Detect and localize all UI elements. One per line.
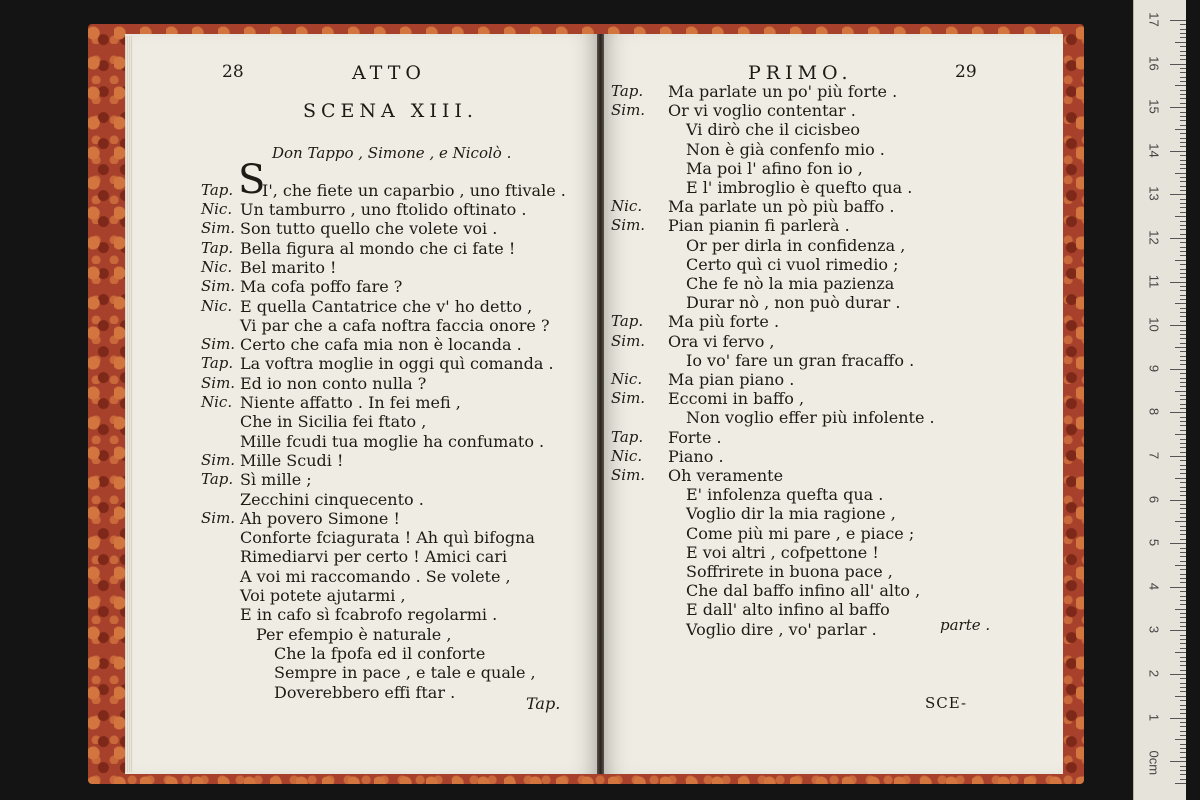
ruler-tick <box>1180 473 1186 474</box>
ruler-tick <box>1180 351 1186 352</box>
verse-line: Ah povero Simone ! <box>240 508 400 528</box>
verse-line: Oh veramente <box>668 466 784 485</box>
ruler-tick <box>1180 255 1186 256</box>
ruler-tick <box>1180 356 1186 357</box>
ruler-tick <box>1170 718 1186 719</box>
ruler-label: 10 <box>1146 317 1162 332</box>
ruler-tick <box>1180 330 1186 331</box>
ruler-tick <box>1180 138 1186 139</box>
scene-title: SCENA XIII. <box>303 100 478 122</box>
ruler-tick <box>1180 142 1186 143</box>
verse-line: E dall' alto infino al baffo <box>686 600 890 620</box>
ruler-tick <box>1175 696 1186 697</box>
verse-line: Che dal baffo infino all' alto , <box>686 581 921 601</box>
ruler-tick <box>1180 269 1186 270</box>
verse-line: Son tutto quello che volete voi . <box>240 219 498 239</box>
ruler-label: 1 <box>1146 713 1162 721</box>
ruler-tick <box>1180 678 1186 679</box>
ruler-tick <box>1180 548 1186 549</box>
ruler-tick <box>1180 373 1186 374</box>
ruler-tick <box>1175 173 1186 174</box>
ruler-tick <box>1180 726 1186 727</box>
ruler-tick <box>1180 207 1186 208</box>
ruler-tick <box>1180 661 1186 662</box>
right-page-number: 29 <box>955 62 977 82</box>
ruler-tick <box>1180 469 1186 470</box>
speaker-label: Tap. <box>201 470 234 489</box>
ruler-tick <box>1180 417 1186 418</box>
verse-line: La voftra moglie in oggi quì comanda . <box>240 354 554 374</box>
ruler-tick <box>1180 81 1186 82</box>
ruler-tick <box>1180 495 1186 496</box>
ruler-tick <box>1180 364 1186 365</box>
verse-line: Non voglio effer più infolente . <box>686 408 935 428</box>
ruler-tick <box>1175 391 1186 392</box>
ruler-tick <box>1180 526 1186 527</box>
ruler-tick <box>1180 177 1186 178</box>
speaker-label: Nic. <box>201 296 233 315</box>
ruler-tick <box>1180 508 1186 509</box>
ruler-tick <box>1180 247 1186 248</box>
verse-line: Mille Scudi ! <box>240 450 344 470</box>
drop-cap: S <box>238 157 266 203</box>
ruler-tick <box>1180 116 1186 117</box>
ruler-tick <box>1175 260 1186 261</box>
verse-line: Doverebbero effi ftar . <box>274 682 456 702</box>
ruler-tick <box>1180 308 1186 309</box>
ruler-tick <box>1180 112 1186 113</box>
ruler-tick <box>1180 683 1186 684</box>
ruler-label: 4 <box>1146 582 1162 590</box>
verse-line: E in cafo sì fcabrofo regolarmi . <box>240 605 498 625</box>
ruler-tick <box>1170 151 1186 152</box>
ruler-tick <box>1180 735 1186 736</box>
left-running-head: ATTO <box>352 62 426 84</box>
ruler-label: 17 <box>1146 12 1162 27</box>
verse-line: Eccomi in baffo , <box>668 389 805 409</box>
speaker-label: Tap. <box>201 354 234 373</box>
ruler-tick <box>1180 72 1186 73</box>
ruler-tick <box>1180 77 1186 78</box>
ruler-tick <box>1180 491 1186 492</box>
ruler-tick <box>1180 146 1186 147</box>
left-page-number: 28 <box>222 62 244 82</box>
speaker-label: Nic. <box>611 197 643 216</box>
ruler-tick <box>1175 652 1186 653</box>
first-line-text: I', che fiete un caparbio , uno ftivale . <box>262 181 566 200</box>
ruler-tick <box>1180 569 1186 570</box>
ruler-tick <box>1180 687 1186 688</box>
ruler-tick <box>1175 42 1186 43</box>
verse-line: Certo quì ci vuol rimedio ; <box>686 254 899 274</box>
ruler-tick <box>1170 194 1186 195</box>
ruler-tick <box>1180 164 1186 165</box>
cast-list: Don Tappo , Simone , e Nicolò . <box>272 144 512 162</box>
verse-line: Or per dirla in confidenza , <box>686 235 906 255</box>
ruler-tick <box>1180 452 1186 453</box>
ruler-tick <box>1180 556 1186 557</box>
speaker-label: Nic. <box>201 257 233 276</box>
verse-line: Piano . <box>668 446 724 466</box>
verse-line: Durar nò , non può durar . <box>686 293 901 313</box>
ruler-tick <box>1170 587 1186 588</box>
verse-line: Vi dirò che il cicisbeo <box>686 120 861 140</box>
ruler-tick <box>1180 55 1186 56</box>
book-gutter <box>597 34 604 774</box>
ruler-tick <box>1180 299 1186 300</box>
ruler-tick <box>1180 395 1186 396</box>
ruler-label: 12 <box>1146 230 1162 245</box>
ruler-tick <box>1175 347 1186 348</box>
ruler-tick <box>1175 129 1186 130</box>
verse-line: Vi par che a cafa noftra faccia onore ? <box>240 315 550 335</box>
ruler-label: 7 <box>1146 451 1162 460</box>
ruler-tick <box>1180 709 1186 710</box>
ruler-tick <box>1180 133 1186 134</box>
ruler-tick <box>1180 613 1186 614</box>
ruler-tick <box>1180 460 1186 461</box>
ruler-tick <box>1180 744 1186 745</box>
verse-line: A voi mi raccomando . Se volete , <box>240 566 511 586</box>
ruler-label: 3 <box>1146 626 1162 634</box>
ruler-tick <box>1180 37 1186 38</box>
ruler-tick <box>1180 316 1186 317</box>
measurement-ruler <box>1133 0 1186 800</box>
ruler-tick <box>1170 369 1186 370</box>
ruler-tick <box>1180 312 1186 313</box>
ruler-tick <box>1180 203 1186 204</box>
ruler-tick <box>1175 565 1186 566</box>
verse-line: Conforte fciagurata ! Ah quì bifogna <box>240 528 535 548</box>
speaker-label: Sim. <box>201 373 236 392</box>
speaker-label: Sim. <box>611 331 646 350</box>
verse-line: Per efempio è naturale , <box>256 624 452 644</box>
ruler-tick <box>1180 399 1186 400</box>
ruler-tick <box>1180 29 1186 30</box>
verse-line: Ma parlate un pò più baffo . <box>668 197 895 217</box>
ruler-tick <box>1180 421 1186 422</box>
ruler-tick <box>1180 98 1186 99</box>
ruler-tick <box>1175 739 1186 740</box>
page-edges <box>125 36 133 772</box>
ruler-label: 11 <box>1146 274 1162 288</box>
ruler-tick <box>1180 770 1186 771</box>
speaker-label: Nic. <box>611 446 643 465</box>
ruler-label: 14 <box>1146 143 1162 158</box>
ruler-tick <box>1180 186 1186 187</box>
ruler-tick <box>1175 478 1186 479</box>
verse-line: Io vo' fare un gran fracaffo . <box>686 350 915 370</box>
verse-line: Ora vi fervo , <box>668 331 775 351</box>
right-running-head: PRIMO. <box>748 62 853 84</box>
ruler-tick <box>1180 360 1186 361</box>
verse-line: Bel marito ! <box>240 257 337 277</box>
verse-line: Sì mille ; <box>240 470 312 490</box>
ruler-tick <box>1170 20 1186 21</box>
ruler-tick <box>1180 68 1186 69</box>
ruler-tick <box>1180 378 1186 379</box>
ruler-tick <box>1180 722 1186 723</box>
ruler-tick <box>1170 630 1186 631</box>
ruler-tick <box>1180 155 1186 156</box>
ruler-tick <box>1180 779 1186 780</box>
ruler-tick <box>1180 635 1186 636</box>
verse-line: Che in Sicilia fei ftato , <box>240 412 427 432</box>
verse-line: Ed io non conto nulla ? <box>240 373 427 393</box>
ruler-label: 6 <box>1146 495 1162 503</box>
speaker-label: Tap. <box>611 82 644 100</box>
ruler-tick <box>1180 447 1186 448</box>
verse-line: Ma cofa poffo fare ? <box>240 277 403 297</box>
ruler-tick <box>1180 578 1186 579</box>
ruler-tick <box>1180 752 1186 753</box>
ruler-tick <box>1180 225 1186 226</box>
verse-line: Non è già confenfo mio . <box>686 139 885 159</box>
speaker-label: Sim. <box>201 219 236 238</box>
ruler-tick <box>1180 251 1186 252</box>
ruler-tick <box>1180 670 1186 671</box>
ruler-tick <box>1180 657 1186 658</box>
ruler-tick <box>1180 90 1186 91</box>
verse-line: E quella Cantatrice che v' ho detto , <box>240 296 533 316</box>
ruler-tick <box>1180 59 1186 60</box>
ruler-label: 16 <box>1146 55 1162 71</box>
verse-line: Voi potete ajutarmi , <box>240 586 406 605</box>
verse-line: Soffrirete in buona pace , <box>686 562 893 581</box>
verse-line: Un tamburro , uno ftolido oftinato . <box>240 200 527 219</box>
ruler-tick <box>1175 216 1186 217</box>
ruler-tick <box>1180 530 1186 531</box>
speaker-label: Tap. <box>611 427 644 446</box>
verse-line: Zecchini cinquecento . <box>240 489 424 509</box>
ruler-label: 15 <box>1146 99 1162 114</box>
ruler-tick <box>1180 574 1186 575</box>
ruler-tick <box>1175 609 1186 610</box>
ruler-tick <box>1180 168 1186 169</box>
speaker-label: Sim. <box>201 450 236 469</box>
ruler-tick <box>1180 273 1186 274</box>
ruler-tick <box>1175 85 1186 86</box>
ruler-tick <box>1180 534 1186 535</box>
ruler-tick <box>1180 766 1186 767</box>
verse-line: Certo che cafa mia non è locanda . <box>240 335 522 355</box>
ruler-tick <box>1180 552 1186 553</box>
ruler-tick <box>1180 504 1186 505</box>
verse-line: Ma più forte . <box>668 312 780 332</box>
ruler-tick <box>1180 691 1186 692</box>
ruler-tick <box>1180 513 1186 514</box>
ruler-tick <box>1170 325 1186 326</box>
ruler-label: 8 <box>1146 408 1162 416</box>
ruler-tick <box>1180 24 1186 25</box>
speaker-label: Sim. <box>201 508 236 527</box>
ruler-tick <box>1180 334 1186 335</box>
ruler-tick <box>1180 404 1186 405</box>
verse-line: Voglio dire , vo' parlar . <box>686 619 877 639</box>
ruler-tick <box>1170 238 1186 239</box>
ruler-tick <box>1180 321 1186 322</box>
verse-line: Niente affatto . In fei mefi , <box>240 393 461 412</box>
ruler-tick <box>1180 94 1186 95</box>
ruler-tick <box>1180 386 1186 387</box>
ruler-tick <box>1180 665 1186 666</box>
ruler-label: 0cm <box>1146 750 1162 776</box>
ruler-tick <box>1180 626 1186 627</box>
ruler-tick <box>1180 295 1186 296</box>
ruler-tick <box>1180 561 1186 562</box>
ruler-tick <box>1180 408 1186 409</box>
ruler-tick <box>1180 382 1186 383</box>
ruler-tick <box>1180 604 1186 605</box>
ruler-tick <box>1175 521 1186 522</box>
ruler-tick <box>1180 700 1186 701</box>
ruler-tick <box>1170 500 1186 501</box>
speaker-label: Sim. <box>611 216 646 235</box>
speaker-label: Tap. <box>201 238 234 257</box>
ruler-tick <box>1180 622 1186 623</box>
ruler-tick <box>1180 582 1186 583</box>
speaker-label: Sim. <box>201 277 236 296</box>
ruler-tick <box>1180 591 1186 592</box>
speaker-label: Nic. <box>201 393 233 411</box>
verse-line: Ma pian piano . <box>668 370 795 389</box>
speaker-label: Sim. <box>201 335 236 354</box>
verse-line: Ma poi l' afino fon io , <box>686 158 863 178</box>
ruler-tick <box>1180 277 1186 278</box>
ruler-tick <box>1180 120 1186 121</box>
speaker-label: Sim. <box>611 389 646 408</box>
ruler-tick <box>1180 190 1186 191</box>
ruler-tick <box>1180 596 1186 597</box>
ruler-tick <box>1180 482 1186 483</box>
ruler-tick <box>1170 412 1186 413</box>
ruler-tick <box>1180 465 1186 466</box>
ruler-tick <box>1180 757 1186 758</box>
ruler-tick <box>1180 33 1186 34</box>
verse-line: Voglio dir la mia ragione , <box>686 504 896 524</box>
ruler-tick <box>1170 761 1186 762</box>
ruler-tick <box>1180 242 1186 243</box>
verse-line: Che la fpofa ed il conforte <box>274 643 486 663</box>
ruler-tick <box>1180 774 1186 775</box>
ruler-tick <box>1180 338 1186 339</box>
verse-line: Bella figura al mondo che ci fate ! <box>240 238 516 258</box>
ruler-tick <box>1180 487 1186 488</box>
first-speaker: Tap. <box>201 181 234 199</box>
ruler-tick <box>1180 439 1186 440</box>
ruler-tick <box>1180 731 1186 732</box>
speaker-label: Sim. <box>611 101 646 120</box>
left-catchword: Tap. <box>526 694 561 713</box>
verse-line: Mille fcudi tua moglie ha confumato . <box>240 431 545 451</box>
ruler-tick <box>1180 286 1186 287</box>
stage-direction: parte . <box>940 616 991 634</box>
ruler-tick <box>1175 434 1186 435</box>
ruler-tick <box>1170 674 1186 675</box>
ruler-tick <box>1180 425 1186 426</box>
verse-line: Or vi voglio contentar . <box>668 101 856 121</box>
ruler-tick <box>1175 303 1186 304</box>
ruler-tick <box>1180 234 1186 235</box>
ruler-tick <box>1180 46 1186 47</box>
ruler-tick <box>1180 517 1186 518</box>
speaker-label: Nic. <box>201 200 233 218</box>
ruler-label: 2 <box>1146 669 1162 678</box>
ruler-tick <box>1180 343 1186 344</box>
ruler-tick <box>1180 264 1186 265</box>
ruler-tick <box>1170 543 1186 544</box>
verse-line: E voi altri , cofpettone ! <box>686 542 879 562</box>
ruler-tick <box>1180 181 1186 182</box>
ruler-tick <box>1170 282 1186 283</box>
ruler-tick <box>1180 221 1186 222</box>
ruler-tick <box>1180 539 1186 540</box>
verse-line: Sempre in pace , e tale e quale , <box>274 663 536 683</box>
speaker-label: Nic. <box>611 370 643 388</box>
ruler-tick <box>1180 648 1186 649</box>
ruler-label: 9 <box>1146 364 1162 372</box>
right-catchword: SCE- <box>925 694 968 712</box>
ruler-tick <box>1180 643 1186 644</box>
ruler-tick <box>1180 443 1186 444</box>
verse-line: Ma parlate un po' più forte . <box>668 82 898 101</box>
ruler-tick <box>1170 64 1186 65</box>
ruler-tick <box>1170 107 1186 108</box>
ruler-tick <box>1180 748 1186 749</box>
verse-line: Come più mi pare , e piace ; <box>686 523 915 543</box>
speaker-label: Tap. <box>611 312 644 331</box>
verse-line: E l' imbroglio è quefto qua . <box>686 178 913 197</box>
ruler-tick <box>1180 430 1186 431</box>
verse-line: E' infolenza quefta qua . <box>686 485 884 505</box>
ruler-tick <box>1180 125 1186 126</box>
ruler-tick <box>1180 290 1186 291</box>
ruler-tick <box>1180 51 1186 52</box>
ruler-tick <box>1170 456 1186 457</box>
ruler-tick <box>1175 783 1186 784</box>
verse-line: Forte . <box>668 427 722 447</box>
ruler-tick <box>1180 103 1186 104</box>
verse-line: Rimediarvi per certo ! Amici cari <box>240 547 508 567</box>
ruler-tick <box>1180 705 1186 706</box>
ruler-tick <box>1180 229 1186 230</box>
ruler-tick <box>1180 600 1186 601</box>
verse-line: Pian pianin fi parlerà . <box>668 216 850 236</box>
ruler-tick <box>1180 713 1186 714</box>
verse-line: Che fe nò la mia pazienza <box>686 274 895 293</box>
ruler-label: 5 <box>1146 539 1162 547</box>
ruler-tick <box>1180 212 1186 213</box>
speaker-label: Sim. <box>611 466 646 484</box>
ruler-tick <box>1180 617 1186 618</box>
ruler-tick <box>1180 199 1186 200</box>
ruler-label: 13 <box>1146 186 1162 202</box>
ruler-tick <box>1180 639 1186 640</box>
ruler-tick <box>1180 160 1186 161</box>
